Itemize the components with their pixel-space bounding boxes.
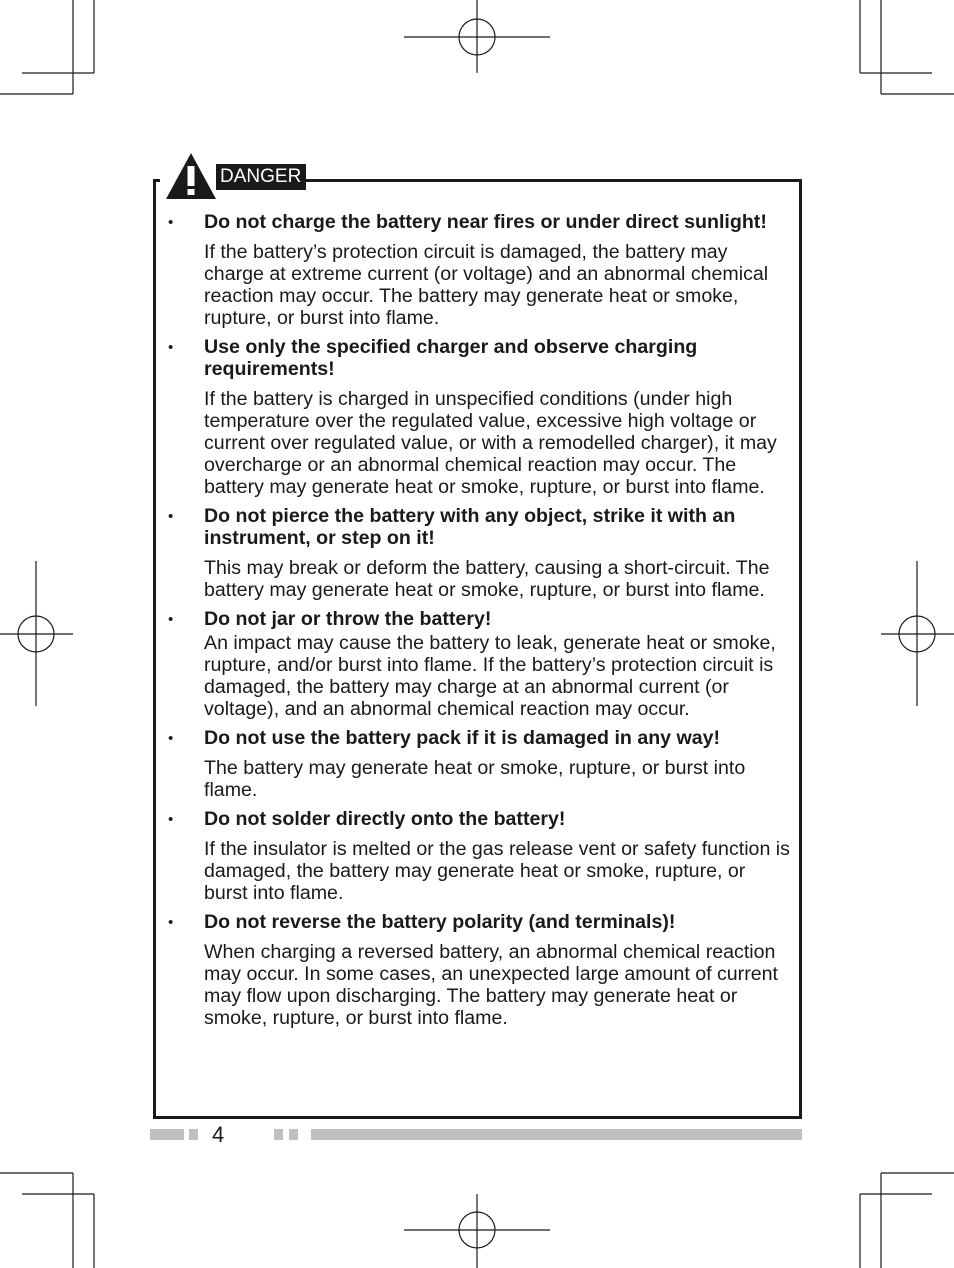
- item-heading: Do not reverse the battery polarity (and terminals)!: [204, 911, 676, 933]
- bullet: •: [168, 811, 174, 828]
- item-text: If the insulator is melted or the gas release vent or safety function is damaged, the battery may generate heat or smoke, rupture, or burst into flame.: [204, 838, 790, 904]
- list-item: [168, 911, 790, 1029]
- danger-badge: [160, 150, 300, 202]
- item-heading: Do not jar or throw the battery!: [204, 608, 492, 630]
- item-heading: Do not solder directly onto the battery!: [204, 808, 566, 830]
- bullet: •: [168, 339, 174, 356]
- item-text: The battery may generate heat or smoke, rupture, or burst into flame.: [204, 757, 746, 801]
- item-heading: Do not use the battery pack if it is damaged in any way!: [204, 727, 721, 749]
- list-item: [168, 211, 790, 329]
- item-heading: Do not charge the battery near fires or under direct sunlight!: [204, 211, 767, 233]
- footer-bar-segment: [289, 1129, 298, 1140]
- bullet: •: [168, 914, 174, 931]
- item-heading: Use only the specified charger and observe charging requirements!: [204, 336, 698, 380]
- list-item: [168, 727, 790, 801]
- item-text: If the battery’s protection circuit is damaged, the battery may charge at extreme current (or voltage) and an abnormal chemical reaction may occur. The battery may generate heat or smoke, rupture, or burst into flame.: [204, 241, 769, 329]
- list-item: [168, 808, 790, 904]
- item-text: This may break or deform the battery, causing a short-circuit. The battery may generate heat or smoke, rupture, or burst into flame.: [204, 557, 770, 601]
- item-text: When charging a reversed battery, an abnormal chemical reaction may occur. In some cases, an unexpected large amount of current may flow upon discharging. The battery may generate heat or smoke, rupture, or burst into flame.: [204, 941, 778, 1029]
- footer-bar-segment: [189, 1129, 198, 1140]
- list-item: [168, 608, 790, 720]
- bullet: •: [168, 611, 174, 628]
- footer-bar-segment: [274, 1129, 283, 1140]
- item-text: If the battery is charged in unspecified conditions (under high temperature over the regulated value, excessive high voltage or current over regulated value, or with a remodelled charger), it may overcharge or an abnormal chemical reaction may occur. The battery may generate heat or smoke, rupture, or burst into flame.: [204, 388, 777, 498]
- warning-triangle-icon: [165, 152, 217, 200]
- bullet: •: [168, 508, 174, 525]
- danger-label: DANGER: [216, 164, 306, 190]
- list-item: [168, 336, 790, 498]
- item-heading: Do not pierce the battery with any object, strike it with an instrument, or step on it!: [204, 505, 736, 549]
- footer-bar-segment: [150, 1129, 184, 1140]
- danger-list: [168, 211, 790, 1036]
- bullet: •: [168, 214, 174, 231]
- item-text: An impact may cause the battery to leak, generate heat or smoke, rupture, and/or burst into flame. If the battery’s protection circuit is damaged, the battery may charge at an abnormal current (or voltage), and an abnormal chemical reaction may occur.: [204, 632, 776, 720]
- page-number: 4: [212, 1122, 225, 1147]
- bullet: •: [168, 730, 174, 747]
- list-item: [168, 505, 790, 601]
- footer-bar-segment: [311, 1129, 802, 1140]
